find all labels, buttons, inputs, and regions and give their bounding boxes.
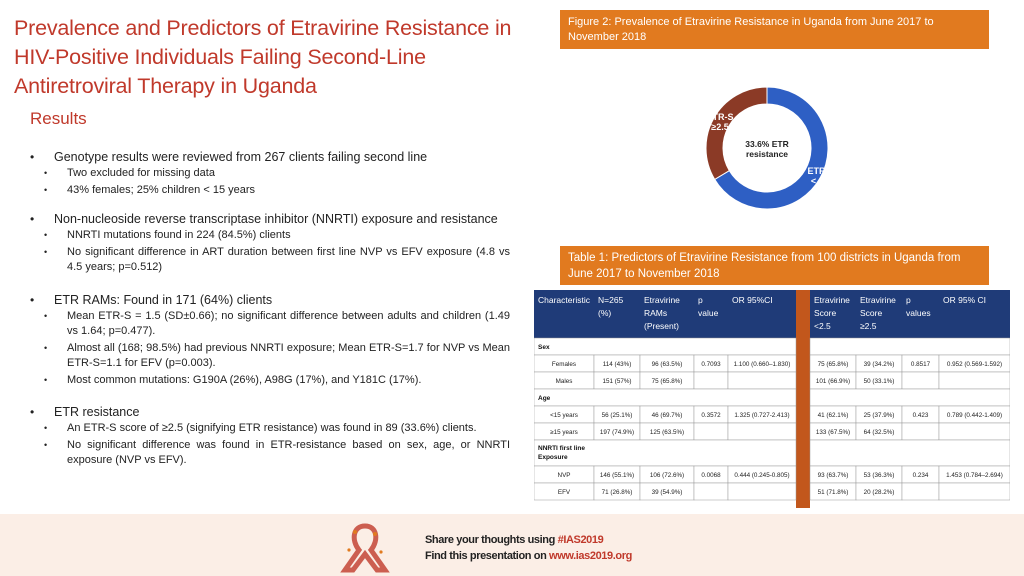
table-header-cell: Etravirine RAMs (Present) [644,295,680,331]
table-cell [939,372,1010,389]
bullet-nnrti [30,212,510,276]
table-cell-value: 151 (57%) [602,378,632,385]
bullet-head: Non-nucleoside reverse transcriptase inhibitor (NNRTI) exposure and resistance [54,212,498,226]
table-cell-value: 0.952 (0.569-1.592) [946,361,1003,368]
sub-bullet: • 43% females; 25% children < 15 years [44,183,256,196]
bullet-head: Genotype results were reviewed from 267 clients failing second line [54,150,428,164]
bullet-dot: • [30,150,35,164]
table-cell-value: ≥15 years [550,429,578,436]
table-header-cell: OR 95% CI [943,295,986,305]
table-cell-value: 106 (72.6%) [649,472,685,479]
table-cell-value: <15 years [550,412,578,419]
table-cell [939,423,1010,440]
table-cell-value: 197 (74.9%) [599,429,635,436]
sub-bullet: • NNRTI mutations found in 224 (84.5%) clients [44,229,291,241]
table-cell-value: 0.234 [912,472,929,479]
table-cell-value: 0.423 [912,412,929,419]
footer-find-line: Find this presentation on www.ias2019.org [425,550,632,562]
table-cell-value: 0.7093 [701,361,721,368]
sub-bullet: • No significant difference in ART duration between first line NVP vs EFV exposure (4.8 vs 4.5 years; p=0.512) [44,245,510,273]
table-cell-value: 96 (63.5%) [651,361,683,368]
table-group-row [810,389,1010,406]
table-cell-value: 20 (28.2%) [863,489,895,496]
table-cell-value: 75 (65.8%) [817,361,849,368]
table-cell-value: 0.8517 [910,361,931,368]
sub-bullet: • Most common mutations: G190A (26%), A98G (17%), and Y181C (17%). [44,373,422,386]
table-cell [902,372,939,389]
table-cell-value: Males [555,378,573,385]
table-cell-value: 0.444 (0.245-0.805) [734,472,790,479]
bullet-etr-rams [30,293,510,389]
table-cell-value: EFV [557,489,571,496]
results-heading: Results [30,109,87,128]
table-cell-value: 1.100 (0.660–1.830) [733,361,791,368]
results-content [30,150,510,469]
ias-ribbon-logo-icon [335,520,395,574]
sub-bullet: • An ETR-S score of ≥2.5 (signifying ETR resistance) was found in 89 (33.6%) clients. [44,422,477,434]
sub-bullet: • Almost all (168; 98.5%) had previous NNRTI exposure; Mean ETR-S=1.7 for NVP vs Mean ETR-S=1.1 for EFV (p=0.003). [44,341,510,369]
table-cell-value: 64 (32.5%) [863,429,895,436]
figure2-caption: Figure 2: Prevalence of Etravirine Resistance in Uganda from June 2017 to November 2018 [560,10,989,49]
table-cell-value: NVP [557,472,571,479]
table-cell [728,423,796,440]
table-cell [694,423,728,440]
sub-bullet: • Mean ETR-S = 1.5 (SD±0.66); no significant difference between adults and children (1.49 vs 1.64; p=0.477). [44,309,510,337]
table-cell-value: 114 (43%) [602,361,632,368]
table-cell [694,483,728,500]
table-group-label: Sex [538,344,550,351]
table-cell [728,372,796,389]
table-cell [939,483,1010,500]
website-link[interactable]: www.ias2019.org [549,550,632,562]
table-divider-band [796,290,810,508]
table-header-cell: p values [906,295,931,318]
table-cell [728,483,796,500]
table-cell [902,483,939,500]
table-group-row [810,338,1010,355]
donut-slice-etr-s-2-5-plus [706,87,767,179]
bullet-dot: • [30,212,35,226]
table-header-cell: N=265 (%) [598,295,624,318]
table-cell-value: 0.3572 [701,412,721,419]
page-title: Prevalence and Predictors of Etravirine Resistance in HIV-Positive Individuals Failing Second-Line Antiretroviral Therapy in Uganda [14,16,512,98]
bullet-head: ETR RAMs: Found in 171 (64%) clients [54,292,273,307]
table-group-label: NNRTI first line Exposure [538,445,585,461]
table-cell-value: 50 (33.1%) [863,378,895,385]
etr-resistance-donut-chart [690,86,850,226]
table-cell-value: Females [551,361,577,368]
slice-label-susceptible: ETR-S < 2.5 [807,166,835,186]
table-cell-value: 93 (63.7%) [817,472,849,479]
table-cell-value: 56 (25.1%) [601,412,633,419]
table-cell-value: 53 (36.3%) [863,472,895,479]
table-cell-value: 0.789 (0.442-1.409) [946,412,1003,419]
table-header-cell: Etravirine Score ≥2.5 [860,295,896,331]
table-group-row [534,440,796,466]
table-cell-value: 46 (69.7%) [651,412,683,419]
table-cell-value: 51 (71.8%) [817,489,849,496]
table-cell-value: 146 (55.1%) [599,472,635,479]
bullet-genotype [30,150,510,198]
hashtag-link[interactable]: #IAS2019 [557,534,604,546]
donut-center-label: 33.6% ETR resistance [745,139,789,159]
bullet-etr-resistance [30,405,510,469]
table-cell [902,423,939,440]
table-cell-value: 71 (26.8%) [601,489,633,496]
table-cell-value: 39 (54.9%) [651,489,683,496]
table-group-row [534,389,796,406]
predictors-table-grid [534,290,1010,508]
bullet-dot: • [30,405,35,419]
table-group-row [810,440,1010,466]
table-cell-value: 75 (65.8%) [651,378,683,385]
table-cell-value: 0.0068 [701,472,721,479]
sub-bullet: • Two excluded for missing data [44,167,215,179]
table-cell-value: 125 (63.5%) [649,429,685,436]
table-header-cell: Etravirine Score <2.5 [814,295,850,331]
sub-bullet: • No significant difference was found in ETR-resistance based on sex, age, or NNRTI exposure (NVP vs EFV). [44,438,510,466]
table-cell-value: 133 (67.5%) [815,429,851,436]
table1-caption: Table 1: Predictors of Etravirine Resistance from 100 districts in Uganda from June 2017 to November 2018 [560,246,989,285]
table-cell [694,372,728,389]
table-cell-value: 1.325 (0.727-2.413) [734,412,790,419]
slice-label-resistant: ETR-S ≥2.5 [706,112,734,132]
footer-share-line: Share your thoughts using #IAS2019 [425,534,604,546]
table-header-cell: OR 95%CI [732,295,773,305]
predictors-table [534,290,1010,508]
table-group-label: Age [538,395,551,402]
bullet-dot: • [30,292,35,307]
table-cell-value: 101 (66.9%) [815,378,851,385]
table-cell-value: 41 (62.1%) [817,412,849,419]
table-group-row [534,338,796,355]
table-header-cell: p value [698,295,719,318]
table-cell-value: 1.453 (0.784–2.694) [946,472,1003,479]
bullet-head: ETR resistance [54,405,140,419]
table-cell-value: 39 (34.2%) [863,361,895,368]
table-header-cell: Characteristic [538,295,590,305]
table-cell-value: 25 (37.9%) [863,412,895,419]
